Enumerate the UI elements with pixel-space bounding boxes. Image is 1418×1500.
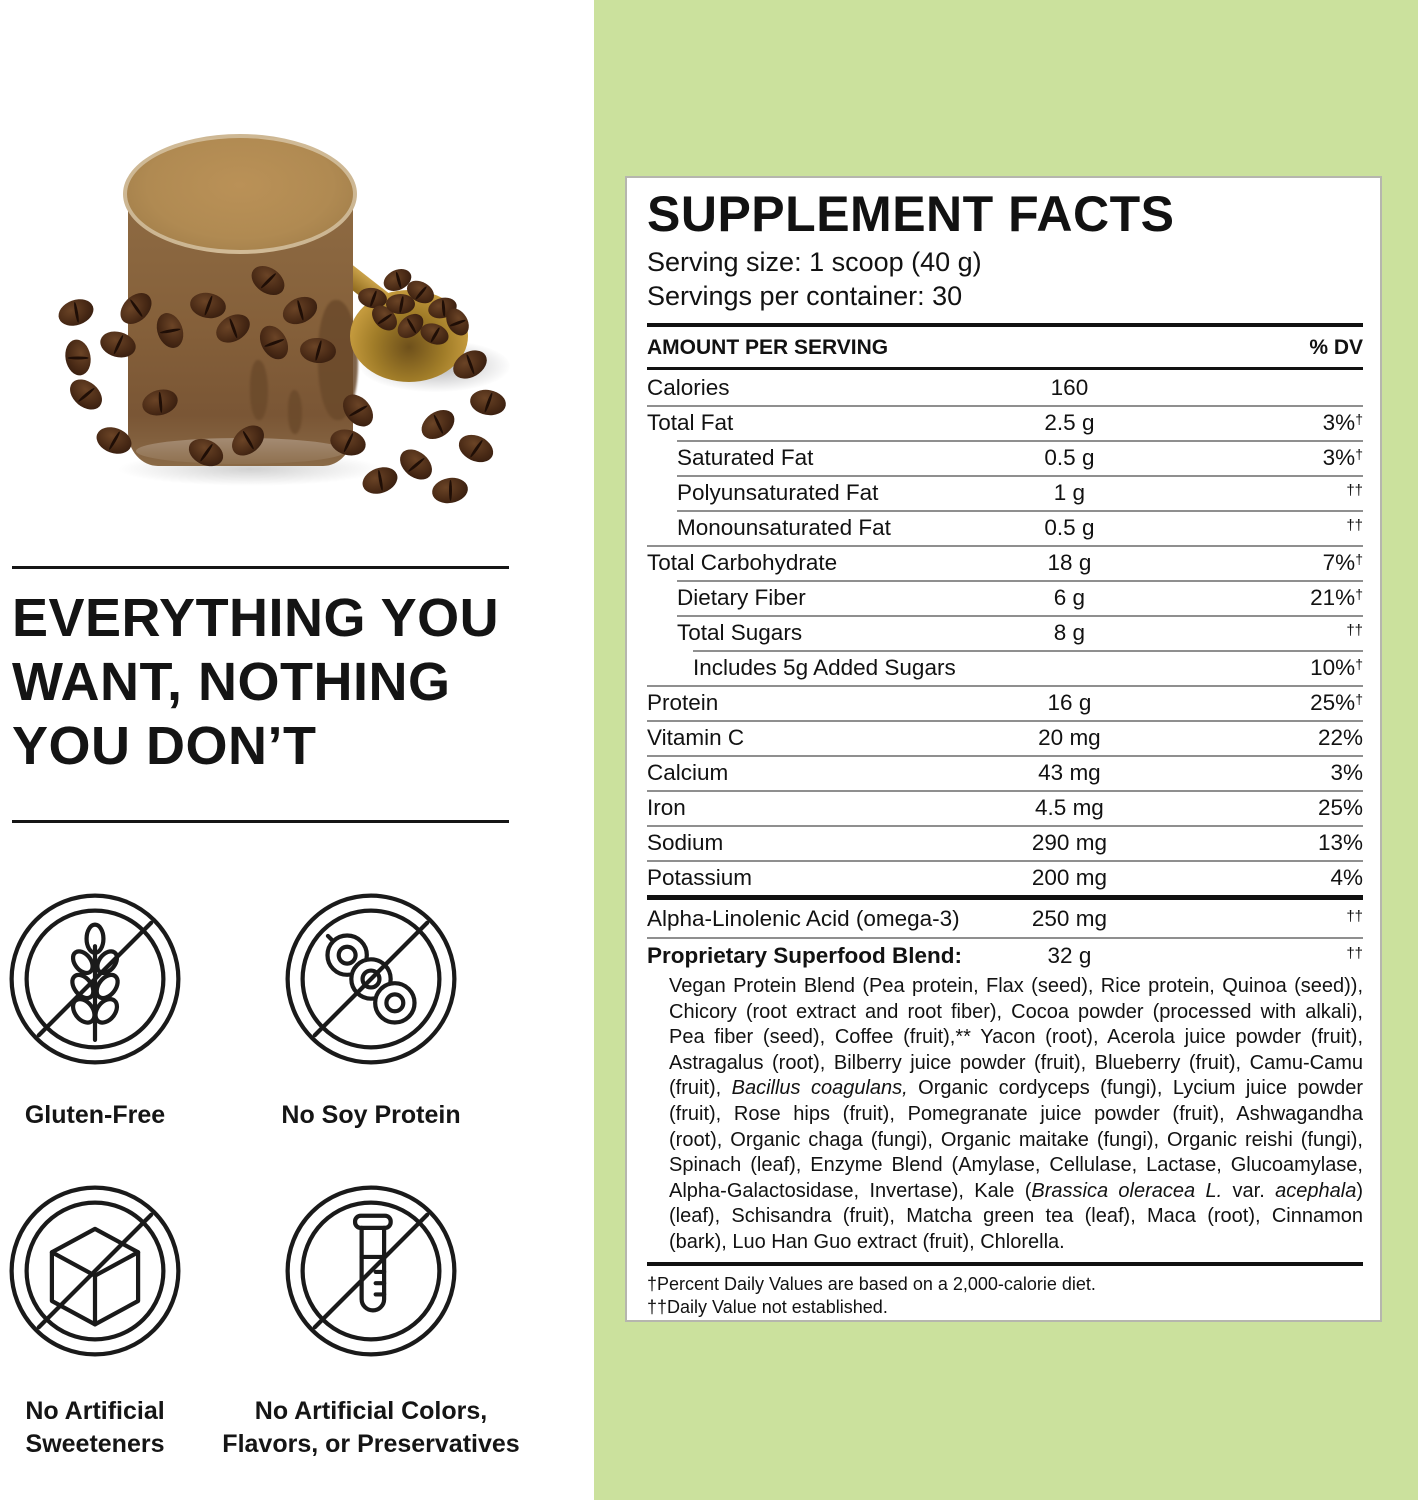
nutrient-row — [647, 650, 1363, 685]
left-panel — [0, 0, 594, 1500]
nutrient-amount: 0.5 g — [1044, 444, 1095, 470]
nutrient-amount: 200 mg — [1031, 864, 1107, 890]
nutrient-name: Potassium — [647, 864, 753, 890]
nutrient-row — [647, 510, 1363, 545]
divider — [12, 820, 509, 823]
dv-header: % DV — [1309, 336, 1363, 359]
nutrient-amount: 8 g — [1053, 619, 1086, 645]
headline — [12, 586, 572, 778]
ingredient-text: ) (leaf), Schisandra (fruit), Matcha green tea (leaf), Maca (root), Cinnamon (bark), Luo Han Guo extract (fruit), Chlorella. — [669, 1179, 1364, 1253]
nutrient-row — [647, 440, 1363, 475]
footnote-daily-value: †Percent Daily Values are based on a 2,000-calorie diet. — [647, 1273, 1096, 1294]
nutrient-dv: †† — [1346, 481, 1363, 499]
nutrient-name: Calories — [647, 374, 730, 400]
nutrient-row — [647, 900, 1363, 937]
ingredient-latin-name: acephala — [1275, 1179, 1357, 1202]
extra-nutrient-table — [647, 900, 1363, 974]
ingredient-text: Organic cordyceps (fungi), Lycium juice powder (fruit), Rose hips (fruit), Pomegranate juice powder (fruit), Ashwagandha (root), Organic chaga (fungi), Organic maitake (fungi), Organic reishi (fungi), Spinach (leaf), Enzyme Blend (Amylase, Cellulase, Lactase, Glucoamylase, Alpha-Galactosidase, Invertase), Kale ( — [669, 1077, 1363, 1202]
nutrient-dv: 25%† — [1310, 689, 1363, 715]
table-header — [647, 327, 1363, 367]
smoothie-drip — [250, 360, 268, 420]
facts-title: SUPPLEMENT FACTS — [647, 186, 1175, 242]
nutrient-dv: †† — [1346, 944, 1363, 962]
nutrient-name: Iron — [647, 794, 686, 820]
servings-per-container: Servings per container: 30 — [647, 281, 963, 311]
nutrient-name: Vitamin C — [647, 724, 745, 750]
nutrient-row — [647, 405, 1363, 440]
coffee-bean — [468, 387, 508, 418]
divider — [12, 566, 509, 569]
badge-no-artificial-colors — [221, 1182, 521, 1461]
footnote-not-established: ††Daily Value not established. — [647, 1296, 888, 1317]
nutrient-name: Polyunsaturated Fat — [677, 479, 879, 505]
badge-no-gluten — [0, 890, 245, 1132]
nutrient-dv: †† — [1346, 907, 1363, 925]
product-photo — [0, 0, 594, 540]
row-separator — [677, 440, 1363, 442]
nutrient-amount: 20 mg — [1038, 724, 1101, 750]
row-separator — [647, 937, 1363, 939]
badge-label: No Artificial Colors, Flavors, or Preservatives — [222, 1397, 520, 1458]
nutrient-dv: †† — [1346, 516, 1363, 534]
nutrient-dv: 22% — [1317, 724, 1363, 750]
row-separator — [693, 650, 1363, 652]
nutrient-amount: 18 g — [1047, 549, 1092, 575]
footnotes — [647, 1273, 1363, 1319]
nutrient-row — [647, 615, 1363, 650]
nutrient-name: Alpha-Linolenic Acid (omega-3) — [647, 905, 960, 931]
coffee-bean — [55, 295, 97, 331]
nutrient-dv: 3%† — [1322, 444, 1363, 470]
nutrient-row — [647, 475, 1363, 510]
nutrient-row — [647, 370, 1363, 405]
nutrient-row — [647, 937, 1363, 974]
headline-line: EVERYTHING YOU — [12, 588, 500, 648]
coffee-bean — [63, 338, 94, 378]
nutrient-name: Total Carbohydrate — [647, 549, 838, 575]
ingredient-latin-name: Bacillus coagulans, — [731, 1077, 908, 1100]
nutrient-dv: 13% — [1317, 829, 1363, 855]
row-separator — [677, 475, 1363, 477]
nutrient-table — [647, 370, 1363, 895]
nutrient-amount: 16 g — [1047, 689, 1092, 715]
nutrient-name: Includes 5g Added Sugars — [693, 654, 956, 680]
no-artificial-sweeteners-icon — [6, 1182, 184, 1360]
nutrient-amount: 290 mg — [1031, 829, 1107, 855]
nutrient-name: Total Fat — [647, 409, 734, 435]
nutrient-amount: 6 g — [1053, 584, 1086, 610]
nutrient-dv: 4% — [1330, 864, 1363, 890]
nutrient-amount: 160 — [1050, 374, 1089, 400]
row-separator — [647, 825, 1363, 827]
row-separator — [647, 755, 1363, 757]
row-separator — [677, 580, 1363, 582]
smoothie-drip — [288, 390, 302, 434]
row-separator — [647, 405, 1363, 407]
row-separator — [647, 685, 1363, 687]
amount-per-serving-header: AMOUNT PER SERVING — [647, 336, 889, 359]
coffee-bean — [454, 430, 497, 468]
nutrient-amount: 2.5 g — [1044, 409, 1095, 435]
nutrient-name: Calcium — [647, 759, 729, 785]
no-soy-icon — [282, 890, 460, 1068]
coffee-bean — [416, 404, 460, 445]
nutrient-dv: 21%† — [1310, 584, 1363, 610]
smoothie-surface — [123, 134, 357, 254]
supplement-facts-panel — [625, 176, 1382, 1322]
nutrient-dv: 10%† — [1310, 654, 1363, 680]
nutrient-name: Saturated Fat — [677, 444, 814, 470]
nutrient-row — [647, 545, 1363, 580]
row-separator — [677, 510, 1363, 512]
nutrient-row — [647, 580, 1363, 615]
badge-label: No Soy Protein — [281, 1101, 461, 1129]
thick-rule — [647, 1262, 1363, 1266]
coffee-bean — [64, 373, 108, 415]
nutrient-row — [647, 755, 1363, 790]
nutrient-row — [647, 790, 1363, 825]
coffee-bean — [430, 475, 470, 506]
nutrient-row — [647, 720, 1363, 755]
row-separator — [647, 860, 1363, 862]
nutrient-dv: 3% — [1330, 759, 1363, 785]
row-separator — [647, 720, 1363, 722]
nutrient-name: Monounsaturated Fat — [677, 514, 891, 540]
nutrient-dv: 3%† — [1322, 409, 1363, 435]
nutrient-amount: 250 mg — [1031, 905, 1107, 931]
nutrient-row — [647, 860, 1363, 895]
proprietary-blend-ingredients — [669, 974, 1363, 1256]
nutrient-name: Protein — [647, 689, 719, 715]
nutrient-dv: 7%† — [1322, 549, 1363, 575]
row-separator — [647, 545, 1363, 547]
badge-no-soy — [221, 890, 521, 1132]
nutrient-amount: 32 g — [1047, 942, 1092, 968]
nutrient-amount: 4.5 mg — [1035, 794, 1104, 820]
nutrient-name: Dietary Fiber — [677, 584, 806, 610]
no-gluten-icon — [6, 890, 184, 1068]
nutrient-name: Proprietary Superfood Blend: — [647, 942, 963, 968]
headline-line: YOU DON’T — [12, 716, 317, 776]
ingredient-text: var. — [1222, 1179, 1276, 1202]
nutrient-amount: 1 g — [1053, 479, 1086, 505]
serving-size: Serving size: 1 scoop (40 g) — [647, 247, 982, 277]
coffee-bean — [386, 294, 415, 314]
badge-label: No Artificial Sweeteners — [25, 1397, 165, 1458]
nutrient-amount: 43 mg — [1038, 759, 1101, 785]
nutrient-row — [647, 685, 1363, 720]
row-separator — [647, 790, 1363, 792]
no-artificial-colors-icon — [282, 1182, 460, 1360]
nutrient-dv: 25% — [1317, 794, 1363, 820]
ingredient-text: Vegan Protein Blend (Pea protein, Flax (seed), Rice protein, Quinoa (seed)), Chicory (root extract and root fiber), Cocoa powder (processed with alkali), Pea fiber (seed), Coffee (fruit),** Yacon (root), Acerola juice powder (fruit), Astragalus (root), Bilberry juice powder (fruit), Blueberry (fruit), Camu-Camu (fruit), — [669, 975, 1363, 1100]
nutrient-amount: 0.5 g — [1044, 514, 1095, 540]
green-panel — [594, 0, 1418, 1500]
nutrient-name: Total Sugars — [677, 619, 803, 645]
coffee-bean — [394, 443, 438, 485]
ingredient-latin-name: Brassica oleracea L. — [1031, 1179, 1223, 1202]
badge-no-artificial-sweeteners — [0, 1182, 245, 1461]
nutrient-name: Sodium — [647, 829, 724, 855]
row-separator — [677, 615, 1363, 617]
badge-label: Gluten-Free — [24, 1101, 166, 1129]
nutrient-dv: †† — [1346, 621, 1363, 639]
headline-line: WANT, NOTHING — [12, 652, 451, 712]
nutrient-row — [647, 825, 1363, 860]
